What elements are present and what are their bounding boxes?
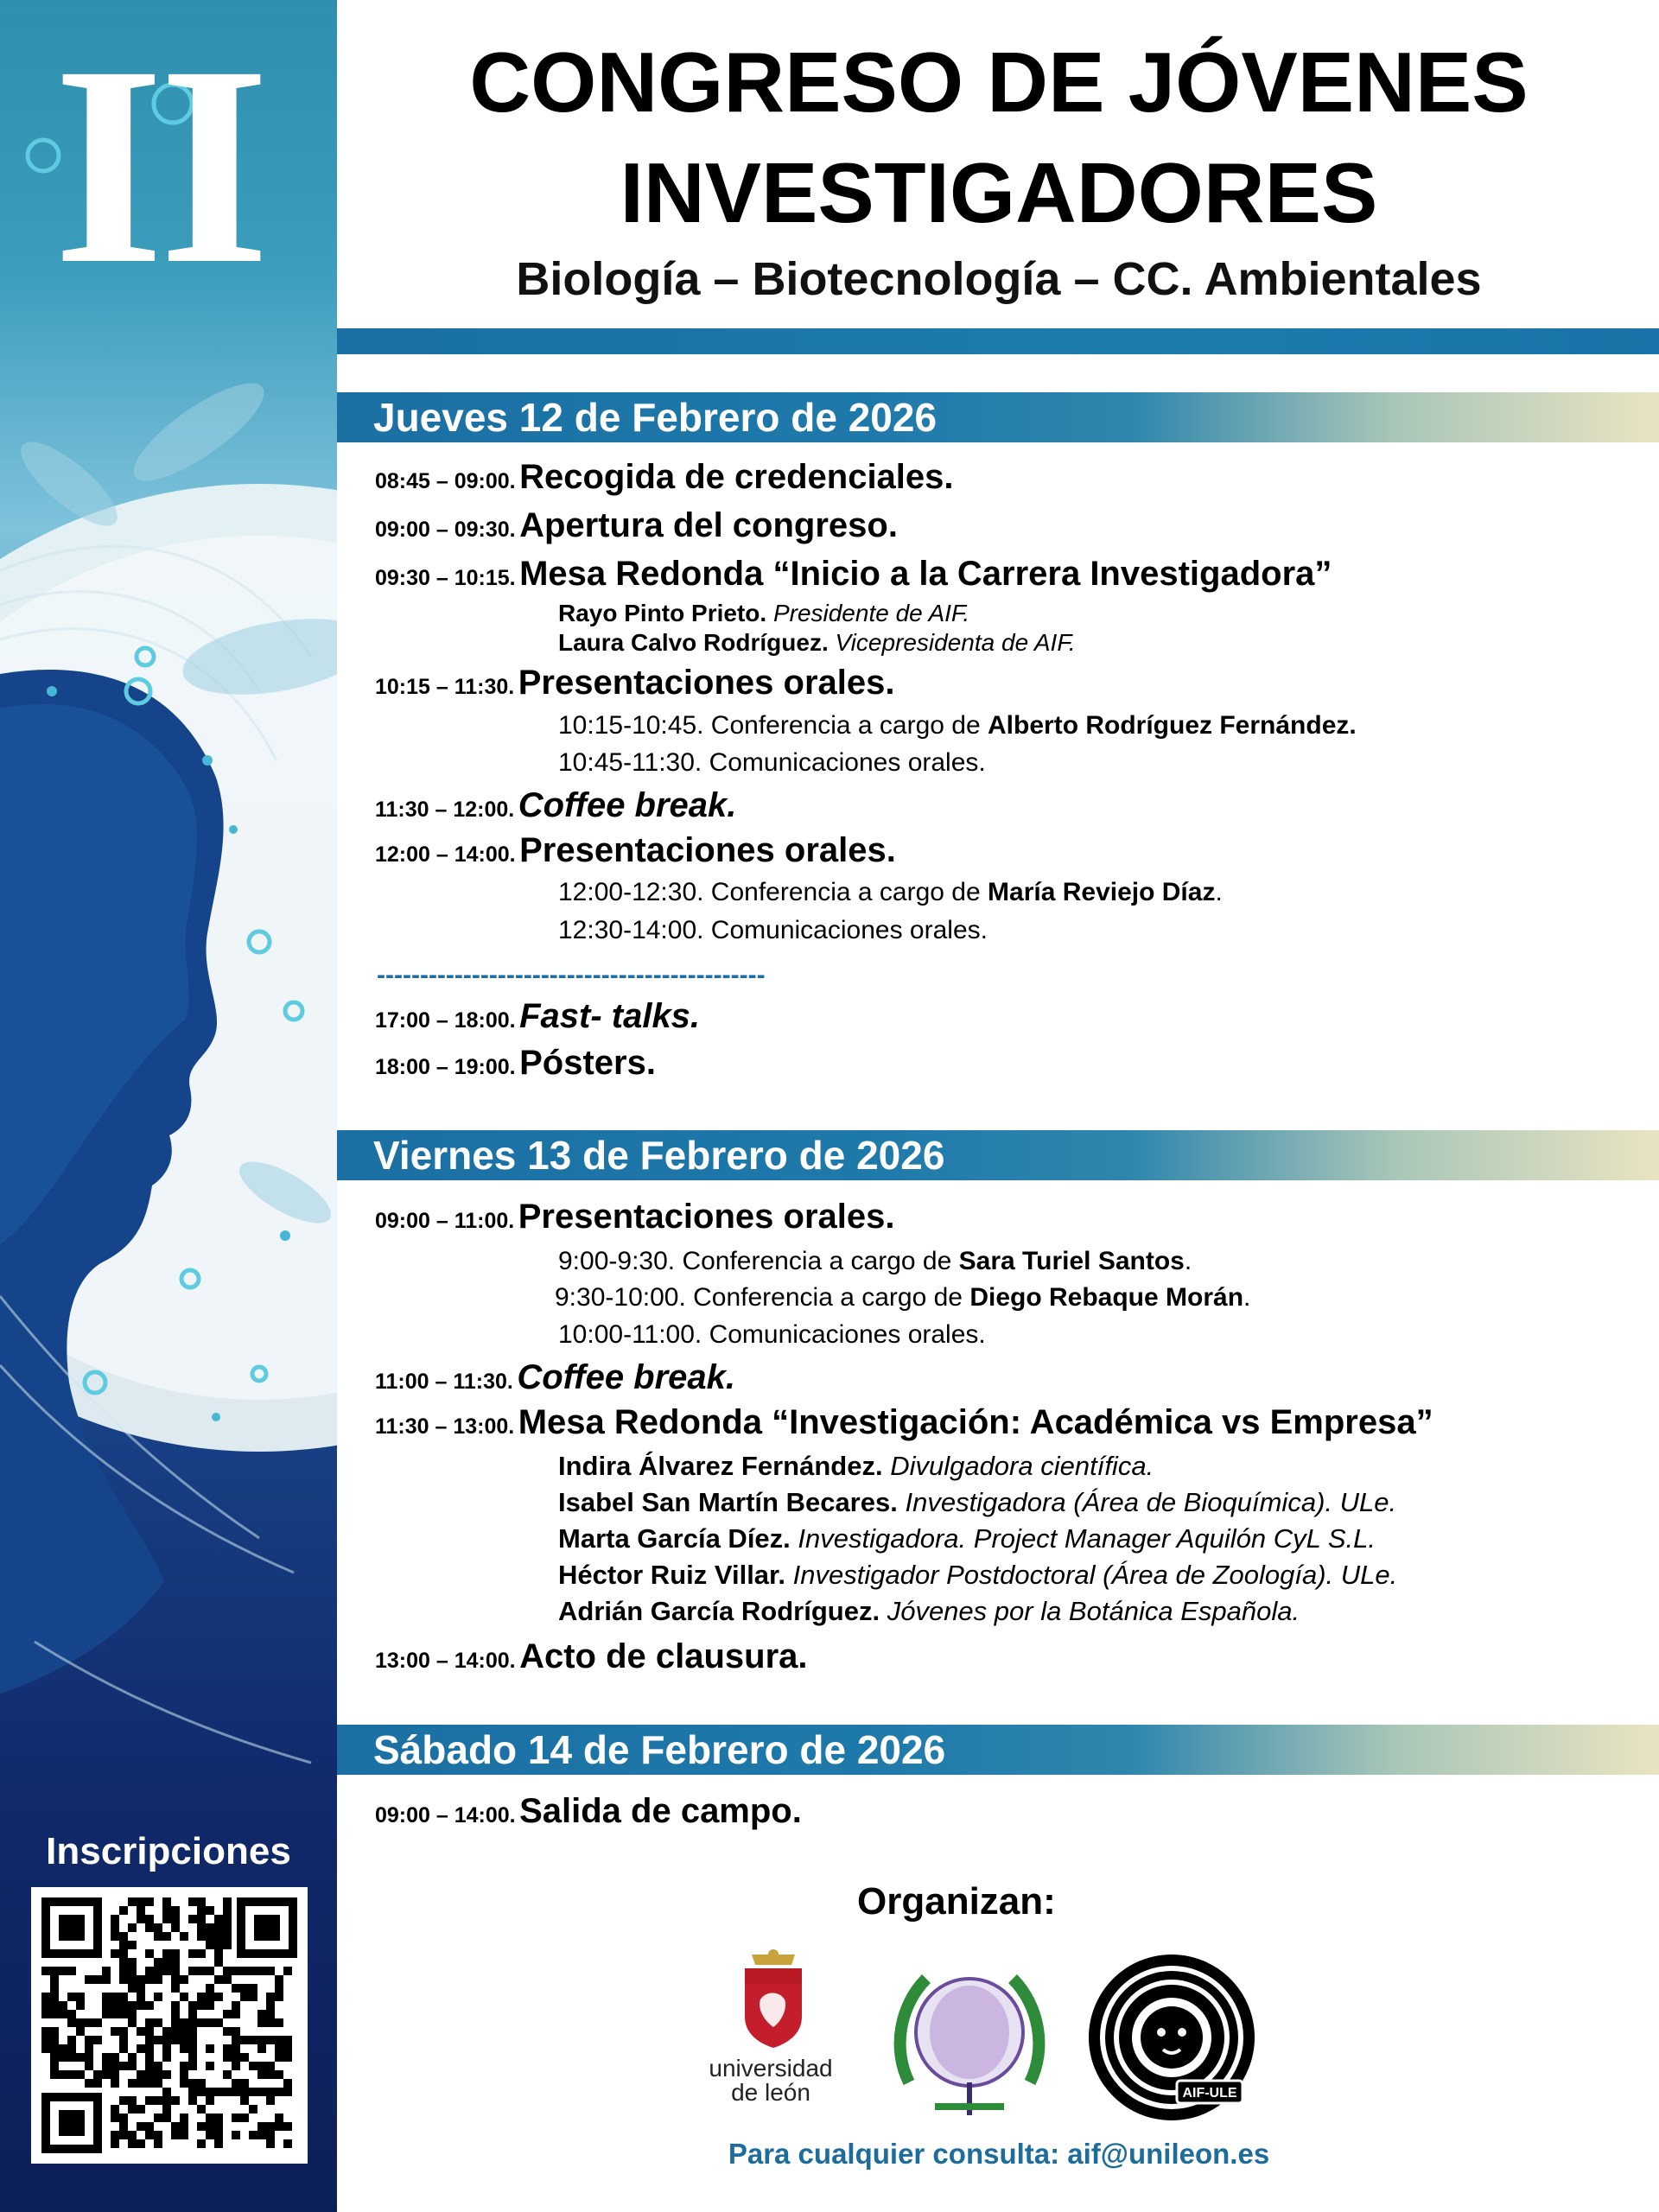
event-title: Presentaciones orales. bbox=[519, 831, 896, 869]
panelist-role: Investigador Postdoctoral (Área de Zoología). ULe. bbox=[792, 1560, 1398, 1590]
sub-item bbox=[555, 1283, 1250, 1313]
time-range: 17:00 – 18:00. bbox=[375, 1008, 516, 1033]
sub-item-text: 12:30-14:00. Comunicaciones orales. bbox=[558, 916, 988, 944]
time-range: 10:15 – 11:30. bbox=[375, 675, 515, 699]
ule-line2: de león bbox=[731, 2079, 810, 2106]
time-range: 09:00 – 14:00. bbox=[375, 1803, 516, 1827]
sub-item bbox=[558, 1247, 1192, 1276]
time-range: 11:30 – 12:00. bbox=[375, 798, 515, 822]
universidad-leon-logo bbox=[734, 1948, 812, 2051]
sub-item-tail: . bbox=[1184, 1247, 1192, 1275]
event-title: Mesa Redonda “Investigación: Académica vs Empresa” bbox=[518, 1403, 1433, 1441]
title-line-1: CONGRESO DE JÓVENES bbox=[469, 35, 1529, 130]
sub-item-text: 10:00-11:00. Comunicaciones orales. bbox=[558, 1320, 986, 1349]
schedule-row bbox=[375, 1403, 1433, 1442]
panelist-role: Presidente de AIF. bbox=[772, 600, 970, 626]
panelist-name: Rayo Pinto Prieto. bbox=[558, 600, 767, 626]
sub-item-tail: . bbox=[1243, 1283, 1251, 1312]
event-title: Pósters. bbox=[519, 1044, 656, 1082]
sub-item bbox=[558, 748, 986, 778]
schedule-row bbox=[375, 786, 736, 825]
sub-item-text: 10:15-10:45. Conferencia a cargo de bbox=[558, 711, 988, 740]
schedule-row bbox=[375, 1358, 735, 1397]
speaker-name: Diego Rebaque Morán bbox=[969, 1283, 1244, 1312]
sub-item bbox=[558, 916, 988, 945]
speaker-name: Sara Turiel Santos bbox=[958, 1247, 1185, 1275]
time-range: 08:45 – 09:00. bbox=[375, 469, 516, 493]
time-range: 09:00 – 11:00. bbox=[375, 1209, 515, 1233]
panelist bbox=[558, 1487, 1396, 1518]
time-range: 09:30 – 10:15. bbox=[375, 566, 516, 590]
speaker-name: Alberto Rodríguez Fernández. bbox=[988, 711, 1357, 740]
qr-code[interactable] bbox=[31, 1887, 308, 2164]
sub-item-text: 9:00-9:30. Conferencia a cargo de bbox=[558, 1247, 959, 1275]
panelist bbox=[558, 1596, 1300, 1627]
panelist-name: Marta García Díez. bbox=[558, 1523, 791, 1554]
divider-line: --------------------------------------------- bbox=[377, 961, 766, 989]
schedule-row bbox=[375, 1637, 808, 1676]
event-title: Acto de clausura. bbox=[519, 1637, 808, 1675]
aif-badge-text: AIF-ULE bbox=[1182, 2086, 1237, 2101]
day-bar-jueves bbox=[337, 392, 1659, 442]
panelist bbox=[558, 1523, 1376, 1554]
panelist-role: Divulgadora científica. bbox=[890, 1451, 1154, 1481]
sub-item bbox=[558, 878, 1223, 907]
time-range: 12:00 – 14:00. bbox=[375, 842, 516, 867]
lion-maze-icon bbox=[1085, 1951, 1258, 2124]
schedule-row bbox=[375, 506, 898, 545]
panelist-name: Héctor Ruiz Villar. bbox=[558, 1560, 786, 1590]
edition-numeral: II bbox=[53, 8, 265, 323]
time-range: 11:00 – 11:30. bbox=[375, 1370, 513, 1394]
aif-ule-logo bbox=[1085, 1951, 1258, 2124]
schedule-row bbox=[375, 1198, 894, 1236]
event-title: Recogida de credenciales. bbox=[519, 458, 954, 496]
panelist-name: Isabel San Martín Becares. bbox=[558, 1487, 898, 1517]
panelist bbox=[558, 1451, 1154, 1482]
schedule-row bbox=[375, 831, 896, 870]
event-title: Presentaciones orales. bbox=[518, 664, 895, 702]
sub-item bbox=[558, 711, 1357, 741]
event-title: Salida de campo. bbox=[519, 1792, 802, 1830]
event-title: Apertura del congreso. bbox=[519, 506, 898, 544]
schedule-row bbox=[375, 664, 894, 702]
panelist-name: Adrián García Rodríguez. bbox=[558, 1596, 880, 1626]
woman-profile-illustration bbox=[0, 0, 337, 2212]
time-range: 09:00 – 09:30. bbox=[375, 518, 516, 542]
schedule-row bbox=[375, 997, 700, 1036]
day-bar-sabado bbox=[337, 1725, 1659, 1775]
event-title: Fast- talks. bbox=[519, 997, 701, 1035]
day-bar-viernes bbox=[337, 1130, 1659, 1180]
schedule-row bbox=[375, 1792, 802, 1831]
panelist-role: Investigadora (Área de Bioquímica). ULe. bbox=[905, 1487, 1397, 1517]
organizan-label: Organizan: bbox=[857, 1880, 1056, 1923]
panelist bbox=[558, 629, 1076, 657]
panelist-role: Vicepresidenta de AIF. bbox=[835, 629, 1076, 656]
time-range: 11:30 – 13:00. bbox=[375, 1414, 515, 1439]
panelist-role: Jóvenes por la Botánica Española. bbox=[887, 1596, 1300, 1626]
event-title: Coffee break. bbox=[518, 786, 737, 824]
inscripciones-label: Inscripciones bbox=[46, 1830, 291, 1872]
panelist bbox=[558, 600, 969, 627]
day-label: Viernes 13 de Febrero de 2026 bbox=[373, 1133, 945, 1178]
contact-line[interactable]: Para cualquier consulta: aif@unileon.es bbox=[728, 2138, 1270, 2170]
sub-item bbox=[558, 1320, 986, 1350]
qr-code-icon bbox=[31, 1887, 308, 2164]
event-title: Coffee break. bbox=[517, 1358, 736, 1396]
sub-item-tail: . bbox=[1215, 878, 1223, 906]
event-title: Presentaciones orales. bbox=[518, 1198, 895, 1236]
day-label: Sábado 14 de Febrero de 2026 bbox=[373, 1727, 946, 1772]
panelist-name: Laura Calvo Rodríguez. bbox=[558, 629, 829, 656]
sub-item-text: 9:30-10:00. Conferencia a cargo de bbox=[555, 1283, 970, 1312]
side-decoration bbox=[0, 0, 337, 2212]
schedule-row bbox=[375, 555, 1332, 594]
schedule-row bbox=[375, 458, 954, 497]
panelist bbox=[558, 1560, 1397, 1591]
emblem-icon bbox=[883, 1953, 1056, 2126]
panelist-name: Indira Álvarez Fernández. bbox=[558, 1451, 883, 1481]
sub-item-text: 12:00-12:30. Conferencia a cargo de bbox=[558, 878, 988, 906]
crest-icon bbox=[734, 1948, 812, 2051]
speaker-name: María Reviejo Díaz bbox=[988, 878, 1216, 906]
time-range: 18:00 – 19:00. bbox=[375, 1055, 516, 1079]
title-line-2: INVESTIGADORES bbox=[620, 145, 1378, 240]
event-title: Mesa Redonda “Inicio a la Carrera Investigadora” bbox=[519, 555, 1332, 593]
universidad-leon-wordmark bbox=[702, 2056, 840, 2105]
time-range: 13:00 – 14:00. bbox=[375, 1649, 516, 1673]
sub-item-text: 10:45-11:30. Comunicaciones orales. bbox=[558, 748, 986, 777]
day-label: Jueves 12 de Febrero de 2026 bbox=[373, 395, 938, 440]
subtitle: Biología – Biotecnología – CC. Ambientales bbox=[516, 253, 1482, 305]
panelist-role: Investigadora. Project Manager Aquilón CyL S.L. bbox=[798, 1523, 1376, 1554]
association-emblem-logo bbox=[883, 1953, 1056, 2126]
ule-line1: universidad bbox=[709, 2055, 833, 2082]
schedule-row bbox=[375, 1044, 656, 1083]
header-bar bbox=[337, 328, 1659, 354]
